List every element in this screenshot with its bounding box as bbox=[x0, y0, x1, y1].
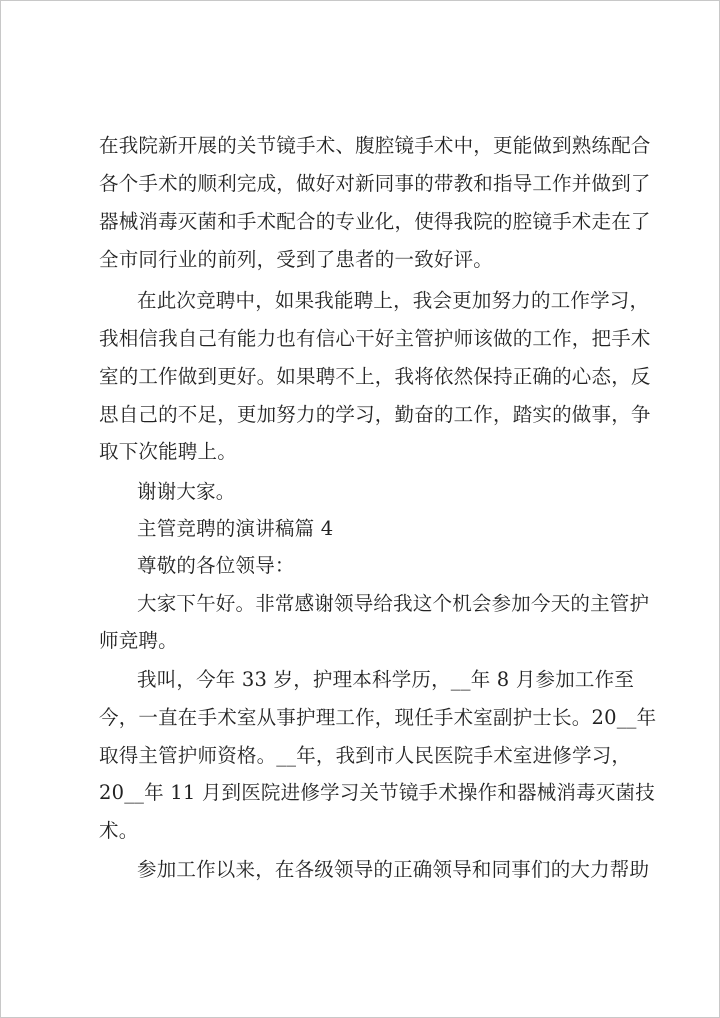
text-line: 各个手术的顺利完成，做好对新同事的带教和指导工作并做到了 bbox=[99, 172, 651, 195]
text-line: 取得主管护师资格。__年，我到市人民医院手术室进修学习， bbox=[99, 744, 632, 767]
text-line: 我相信我自己有能力也有信心干好主管护师该做的工作，把手术 bbox=[99, 327, 651, 350]
paragraph-start: 在此次竞聘中，如果我能聘上，我会更加努力的工作学习， bbox=[137, 289, 650, 312]
text-line: 术。 bbox=[99, 819, 139, 842]
paragraph-start: 谢谢大家。 bbox=[137, 480, 236, 503]
paragraph-start: 大家下午好。非常感谢领导给我这个机会参加今天的主管护 bbox=[137, 592, 650, 615]
text-line: 器械消毒灭菌和手术配合的专业化，使得我院的腔镜手术走在了 bbox=[99, 210, 651, 233]
text-line: 今，一直在手术室从事护理工作，现任手术室副护士长。20__年 bbox=[99, 706, 657, 729]
text-line: 在我院新开展的关节镜手术、腹腔镜手术中，更能做到熟练配合 bbox=[99, 134, 651, 157]
text-line: 全市同行业的前列，受到了患者的一致好评。 bbox=[99, 248, 494, 271]
paragraph-start: 参加工作以来，在各级领导的正确领导和同事们的大力帮助 bbox=[137, 858, 650, 881]
text-line: 思自己的不足，更加努力的学习，勤奋的工作，踏实的做事，争 bbox=[99, 403, 651, 426]
text-line: 室的工作做到更好。如果聘不上，我将依然保持正确的心态，反 bbox=[99, 365, 651, 388]
paragraph-start: 我叫，今年 33 岁，护理本科学历，__年 8 月参加工作至 bbox=[137, 668, 635, 691]
text-line: 师竞聘。 bbox=[99, 629, 178, 652]
salutation: 尊敬的各位领导： bbox=[137, 554, 295, 577]
text-line: 20__年 11 月到医院进修学习关节镜手术操作和器械消毒灭菌技 bbox=[99, 781, 655, 804]
text-line: 取下次能聘上。 bbox=[99, 440, 237, 463]
section-heading: 主管竞聘的演讲稿篇 4 bbox=[137, 517, 334, 540]
